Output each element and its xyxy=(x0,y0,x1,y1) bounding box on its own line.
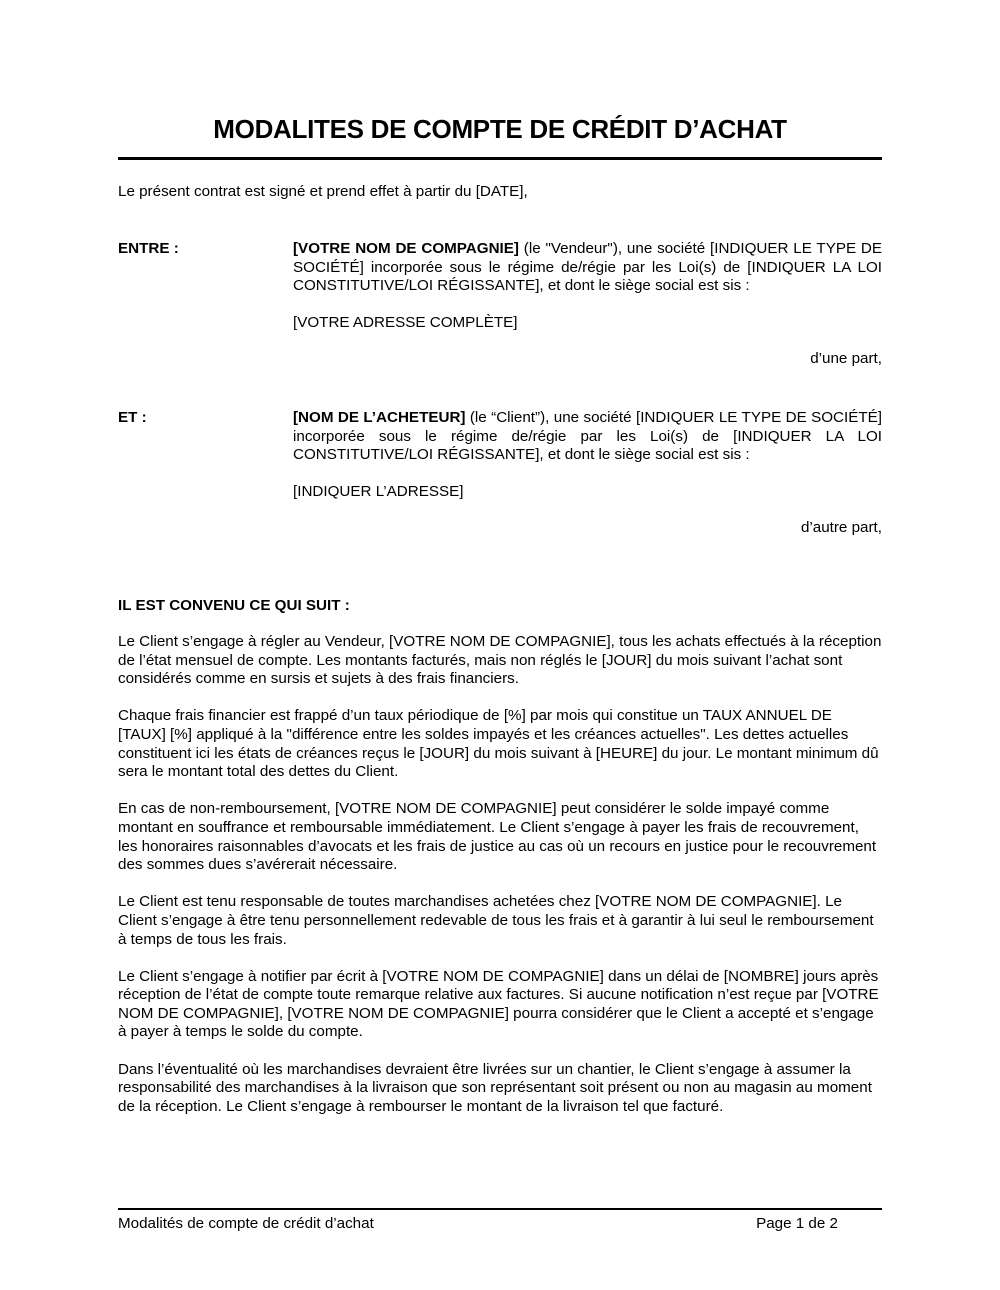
clauses xyxy=(118,633,882,1135)
party-details: (le “Client”), une société [INDIQUER LE TYPE DE SOCIÉTÉ] incorporée sous le régime de/régie par les Loi(s) de [INDIQUER LA LOI CONSTITUTIVE/LOI RÉGISSANTE], et dont le siège social est sis : xyxy=(293,409,882,464)
clause-paragraph: Dans l’éventualité où les marchandises devraient être livrées sur un chantier, le Client s’engage à assumer la responsabilité des marchandises à la livraison que son représentant soit présent ou non au magasin au moment de la réception. Le Client s’engage à rembourser le montant de la livraison tel que facturé. xyxy=(118,1060,872,1115)
clause-paragraph: Le Client s’engage à notifier par écrit à [VOTRE NOM DE COMPAGNIE] dans un délai de [NOMBRE] jours après réception de l’état de compte toute remarque relative aux factures. Si aucune notification n’est reçue par [VOTRE NOM DE COMPAGNIE], [VOTRE NOM DE COMPAGNIE] pourra considérer que le Client a accepté et s’engage à payer à temps le solde du compte. xyxy=(118,967,879,1041)
footer-divider xyxy=(118,1208,882,1210)
party-label: ENTRE : xyxy=(118,240,179,257)
document-title: MODALITES DE COMPTE DE CRÉDIT D’ACHAT xyxy=(213,114,787,144)
footer-document-name: Modalités de compte de crédit d’achat xyxy=(118,1215,374,1232)
clause-paragraph: Le Client s’engage à régler au Vendeur, [VOTRE NOM DE COMPAGNIE], tous les achats effectués à la réception de l’état mensuel de compte. Les montants facturés, mais non réglés le [JOUR] du mois suivant l’achat sont considérés comme en sursis et sujets à des frais financiers. xyxy=(118,633,882,688)
party-name: [NOM DE L’ACHETEUR] xyxy=(293,409,466,426)
party-label: ET : xyxy=(118,409,147,426)
title-divider xyxy=(118,157,882,160)
document-page xyxy=(118,0,882,1290)
party-description xyxy=(293,240,882,296)
party-part: d’autre part, xyxy=(800,519,882,537)
party-description xyxy=(293,409,882,465)
intro-paragraph: Le présent contrat est signé et prend effet à partir du [DATE], xyxy=(118,183,528,200)
footer-page-number: Page 1 de 2 xyxy=(756,1215,838,1232)
party-body xyxy=(293,409,882,538)
party-address: [VOTRE ADRESSE COMPLÈTE] xyxy=(293,313,518,331)
clause-paragraph: Le Client est tenu responsable de toutes marchandises achetées chez [VOTRE NOM DE COMPAGNIE]. Le Client s’engage à être tenu personnellement redevable de tous les frais et à garantir à lui seul le remboursement à temps de tous les frais. xyxy=(118,893,874,948)
party-details: (le "Vendeur"), une société [INDIQUER LE TYPE DE SOCIÉTÉ] incorporée sous le régime de/régie par les Loi(s) de [INDIQUER LA LOI CONSTITUTIVE/LOI RÉGISSANTE], et dont le siège social est sis : xyxy=(293,240,883,295)
clause-paragraph: En cas de non-remboursement, [VOTRE NOM DE COMPAGNIE] peut considérer le solde impayé comme montant en souffrance et remboursable immédiatement. Le Client s’engage à payer les frais de recouvrement, les honoraires raisonnables d’avocats et les frais de justice au cas où un recours en justice pour le recouvrement des sommes dues s’avérerait nécessaire. xyxy=(118,800,877,874)
party-part: d’une part, xyxy=(810,350,882,368)
clause-paragraph: Chaque frais financier est frappé d’un taux périodique de [%] par mois qui constitue un TAUX ANNUEL DE [TAUX] [%] appliqué à la "différence entre les soldes impayés et les créances actuelles". Les dettes actuelles constituent ici les états de créances reçus le [JOUR] du mois suivant à [HEURE] du jour. Le montant minimum dû sera le montant total des dettes du Client. xyxy=(118,707,879,781)
party-body xyxy=(293,240,882,369)
section-heading: IL EST CONVENU CE QUI SUIT : xyxy=(118,597,350,614)
party-name: [VOTRE NOM DE COMPAGNIE] xyxy=(293,240,519,257)
party-address: [INDIQUER L’ADRESSE] xyxy=(293,482,464,500)
